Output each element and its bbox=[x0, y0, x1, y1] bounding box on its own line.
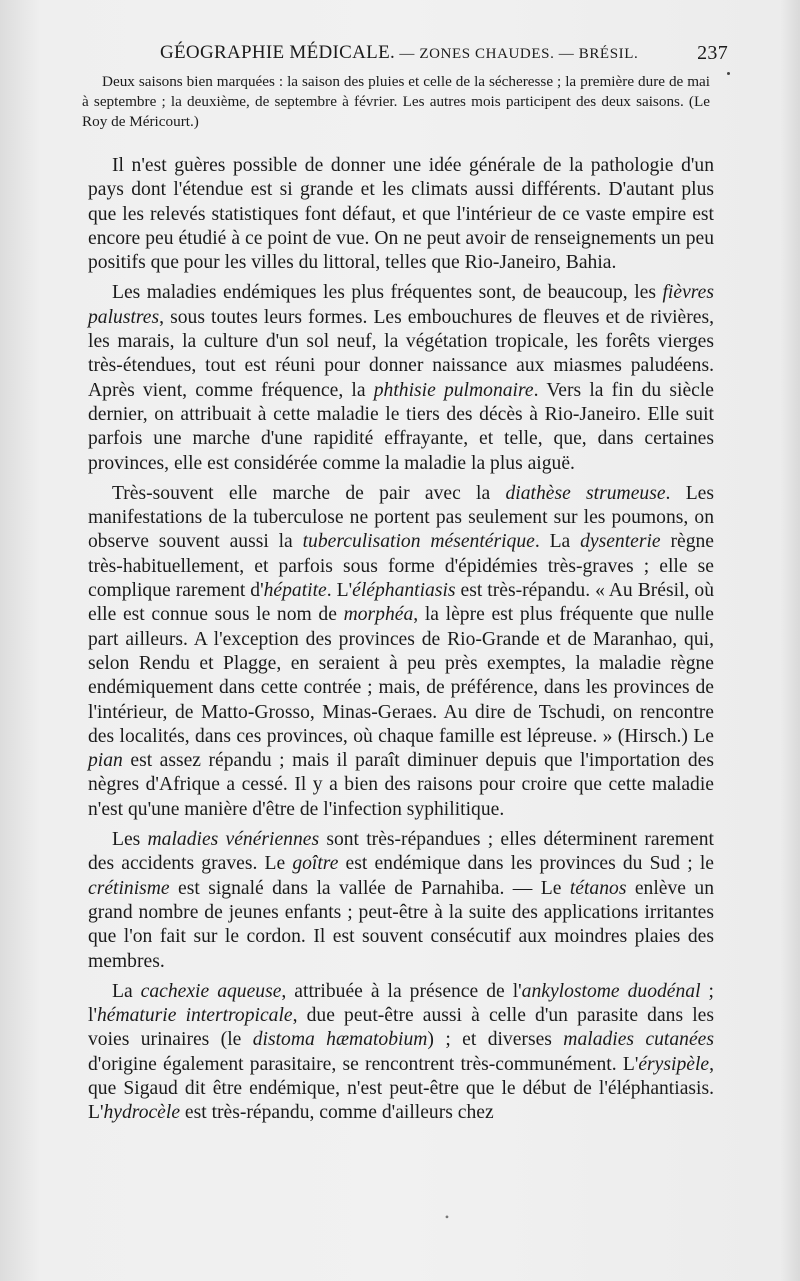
text-run: . L' bbox=[326, 580, 353, 602]
text-run: est très-répandu. « Au Brésil, où elle est connue sous le nom de bbox=[88, 580, 714, 626]
footnote-block bbox=[82, 72, 710, 132]
text-run: est assez répandu ; mais il paraît diminuer depuis que l'importation des nègres d'Afrique a cessé. Il y a bien des raisons pour croire que cette maladie n'est qu'une manière d'être de l'infection syphilitique. bbox=[88, 750, 714, 820]
italic-term: goître bbox=[292, 853, 339, 875]
text-run: ; l' bbox=[88, 980, 714, 1027]
text-run: La bbox=[112, 980, 141, 1002]
text-run: ) ; et diverses bbox=[427, 1029, 564, 1051]
text-run: Très-souvent elle marche de pair avec la bbox=[112, 482, 506, 504]
italic-term: fièvres palustres bbox=[88, 282, 714, 328]
italic-term: distoma hæmatobium bbox=[252, 1029, 428, 1051]
text-run: , attribuée à la présence de l' bbox=[281, 980, 522, 1002]
italic-term: tétanos bbox=[569, 877, 627, 899]
italic-term: hydrocèle bbox=[103, 1102, 181, 1124]
italic-term: ankylostome duodénal bbox=[521, 980, 701, 1002]
running-title-main: GÉOGRAPHIE MÉDICALE. bbox=[160, 42, 396, 63]
text-run: enlève un grand nombre de jeunes enfants ; peut-être à la suite des applications irritantes que l'on fait sur le cordon. Il est souvent consécutif aux moindres plaies des membres. bbox=[88, 877, 714, 972]
running-title bbox=[160, 42, 638, 64]
text-run: , due peut-être aussi à celle d'un parasite dans les voies urinaires (le bbox=[88, 1005, 714, 1051]
bottom-ornament: • bbox=[444, 1210, 450, 1224]
text-run: Il n'est guères possible de donner une idée générale de la pathologie d'un pays dont l'étendue est si grande et les climats aussi différents. D'autant plus que les relevés statistiques font défaut, et que l'intérieur de ce vaste empire est encore peu étudié à ce point de vue. On ne peut avoir de renseignements un peu positifs que pour les villes du littoral, telles que Rio-Janeiro, Bahia. bbox=[88, 155, 714, 274]
print-speck bbox=[727, 72, 730, 75]
paragraph bbox=[88, 980, 714, 1126]
italic-term: diathèse strumeuse bbox=[505, 482, 666, 504]
text-run: Les maladies endémiques les plus fréquentes sont, de beaucoup, les bbox=[112, 282, 663, 304]
text-run: d'origine également parasitaire, se rencontrent très-communément. L' bbox=[88, 1053, 639, 1075]
paragraph bbox=[88, 828, 714, 974]
text-run: sont très-répandues ; elles déterminent rarement des accidents graves. Le bbox=[88, 829, 714, 875]
note-text: Deux saisons bien marquées : la saison des pluies et celle de la sécheresse ; la première dure de mai à septembre ; la deuxième, de septembre à février. Les autres mois participent des deux saisons. (Le Roy de Méricourt.) bbox=[82, 73, 710, 130]
italic-term: cachexie aqueuse bbox=[140, 980, 282, 1002]
text-run: Les bbox=[112, 829, 148, 851]
text-run: est très-répandu, comme d'ailleurs chez bbox=[180, 1102, 494, 1124]
italic-term: phthisie pulmonaire bbox=[373, 379, 534, 401]
italic-term: pian bbox=[88, 750, 123, 772]
italic-term: éléphantiasis bbox=[352, 580, 456, 602]
text-run: est signalé dans la vallée de Parnahiba. — Le bbox=[169, 877, 570, 899]
paragraph bbox=[88, 482, 714, 822]
italic-term: dysenterie bbox=[580, 531, 661, 553]
paragraph bbox=[88, 281, 714, 475]
paragraph bbox=[88, 154, 714, 275]
italic-term: hépatite bbox=[263, 580, 327, 602]
text-run: , sous toutes leurs formes. Les embouchures de fleuves et de rivières, les marais, la culture d'un sol neuf, la végétation tropicale, les forêts vierges très-étendues, tout est réuni pour donner naissance aux miasmes paludéens. Après vient, comme fréquence, la bbox=[88, 306, 714, 401]
text-run: . Les manifestations de la tuberculose ne portent pas seulement sur les poumons, on observe souvent aussi la bbox=[88, 482, 715, 553]
text-run: , que Sigaud dit être endémique, n'est peut-être que le début de l'éléphantiasis. L' bbox=[88, 1053, 714, 1124]
italic-term: crétinisme bbox=[88, 877, 170, 899]
main-text bbox=[88, 154, 714, 1126]
text-run: , la lèpre est plus fréquente que nulle part ailleurs. A l'exception des provinces de Rio-Grande et de Maranhao, qui, selon Rendu et Plagge, en seraient à peu près exemptes, la maladie règne endémiquement dans cette contrée ; mais, de préférence, dans les provinces de l'intérieur, de Matto-Grosso, Minas-Geraes. Au dire de Tschudi, on rencontre des localités, dans ces provinces, où chaque famille est lépreuse. » (Hirsch.) Le bbox=[88, 604, 715, 747]
text-run: règne très-habituellement, et parfois sous forme d'épidémies très-graves ; elle se complique rarement d' bbox=[88, 531, 714, 602]
running-head bbox=[68, 36, 728, 70]
text-run: est endémique dans les provinces du Sud ; le bbox=[338, 853, 714, 875]
running-title-sub: — ZONES CHAUDES. — BRÉSIL. bbox=[395, 46, 639, 62]
italic-term: maladies vénériennes bbox=[147, 829, 320, 851]
italic-term: tuberculisation mésentérique bbox=[302, 531, 535, 553]
text-run: . Vers la fin du siècle dernier, on attribuait à cette maladie le tiers des décès à Rio-Janeiro. Elle suit parfois une marche d'une rapidité effrayante, et telle, que, dans certaines provinces, elle est considérée comme la maladie la plus aiguë. bbox=[88, 379, 714, 474]
italic-term: morphéa bbox=[343, 604, 414, 626]
italic-term: maladies cutanées bbox=[563, 1029, 714, 1051]
page-number: 237 bbox=[697, 42, 728, 64]
italic-term: érysipèle bbox=[638, 1053, 710, 1075]
text-run: . La bbox=[534, 531, 581, 553]
italic-term: hématurie intertropicale bbox=[96, 1005, 293, 1027]
